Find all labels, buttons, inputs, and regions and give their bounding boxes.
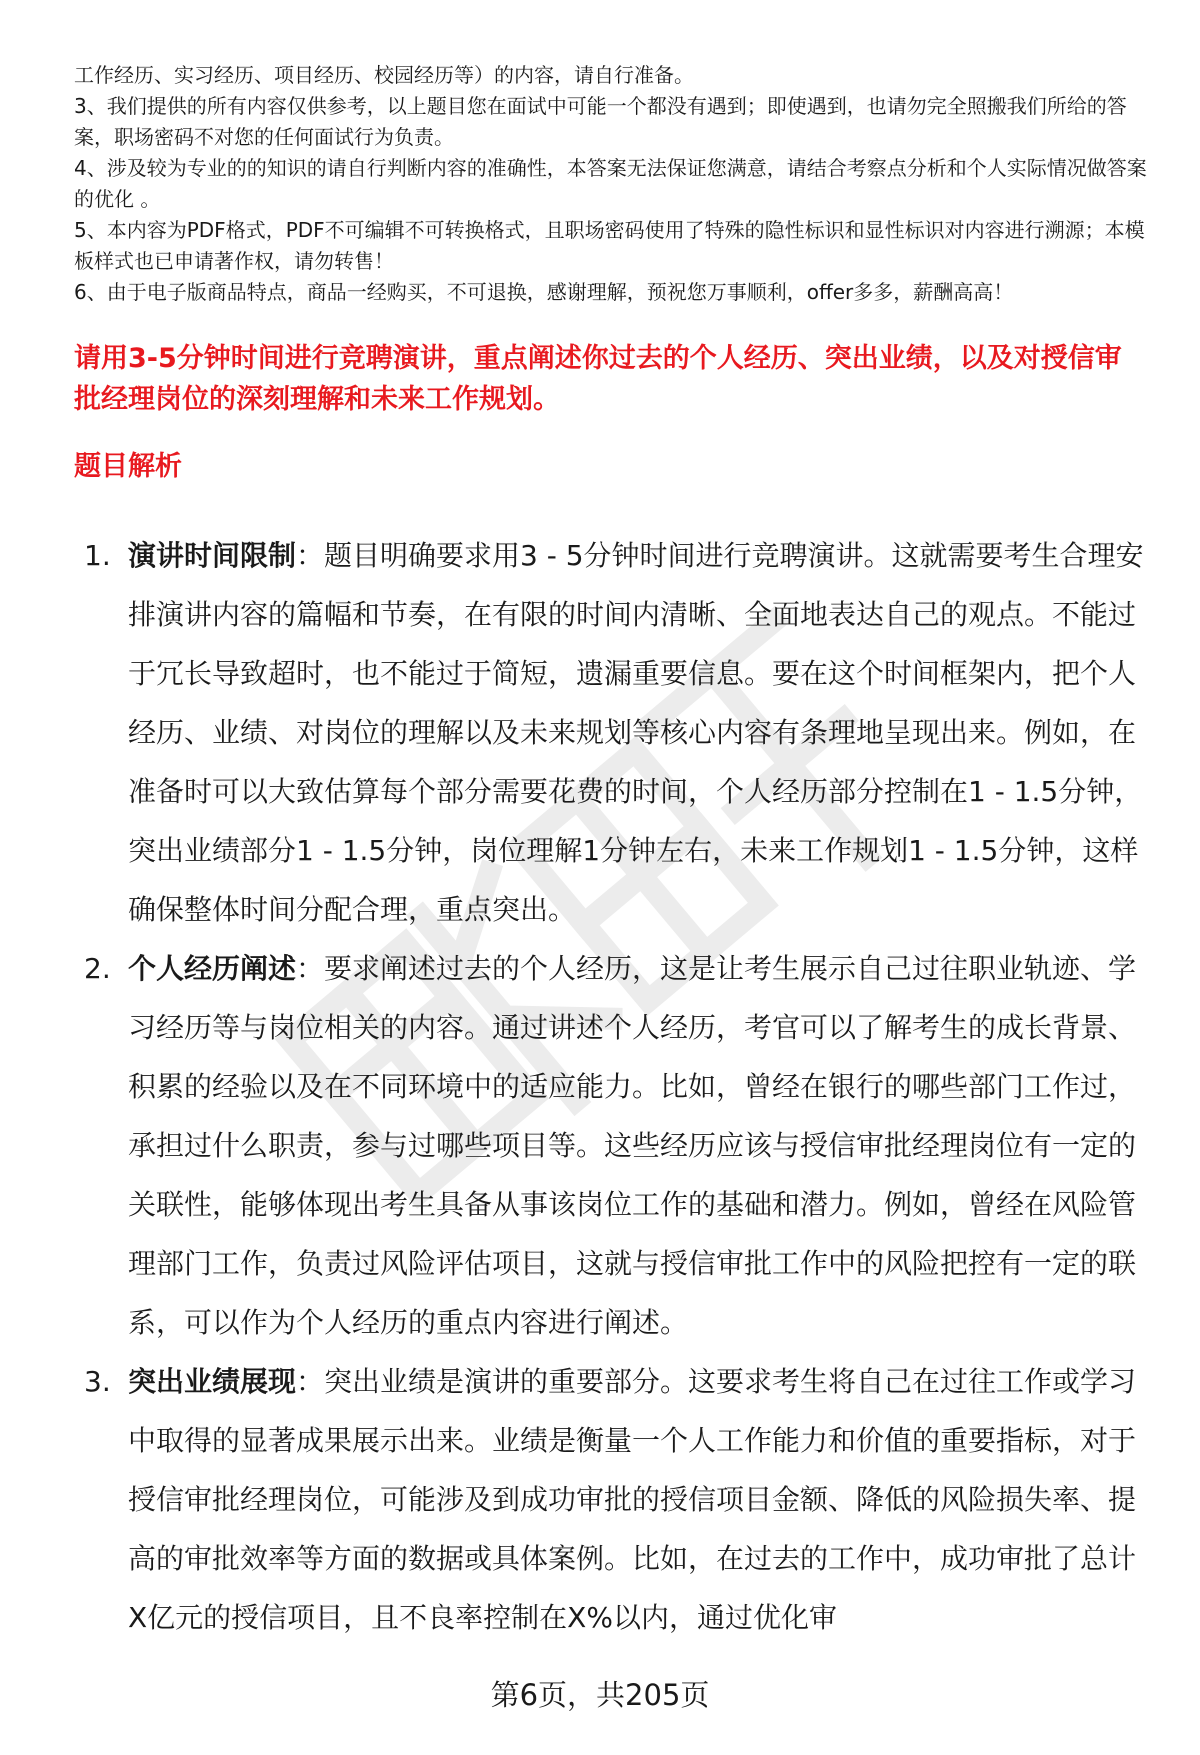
item-number: 2. bbox=[84, 952, 111, 985]
item-term: 突出业绩展现 bbox=[128, 1365, 297, 1398]
note-line: 3、我们提供的所有内容仅供参考，以上题目您在面试中可能一个都没有遇到；即使遇到，也请勿完全照搬我们所给的答案，职场密码不对您的任何面试行为负责。 bbox=[74, 94, 1127, 149]
section-title: 题目解析 bbox=[74, 451, 182, 482]
item-term: 演讲时间限制 bbox=[128, 539, 297, 572]
page-footer: 第6页，共205页 bbox=[490, 1678, 710, 1712]
question-heading: 请用3-5分钟时间进行竞聘演讲，重点阐述你过去的个人经历、突出业绩，以及对授信审批经理岗位的深刻理解和未来工作规划。 bbox=[74, 343, 1122, 415]
note-line: 6、由于电子版商品特点，商品一经购买，不可退换，感谢理解，预祝您万事顺利，offer多多，薪酬高高！ bbox=[74, 280, 1014, 304]
analysis-item bbox=[84, 526, 1144, 939]
item-number: 3. bbox=[84, 1365, 111, 1398]
note-line: 5、本内容为PDF格式，PDF不可编辑不可转换格式，且职场密码使用了特殊的隐性标识和显性标识对内容进行溯源；本模板样式也已申请著作权，请勿转售！ bbox=[74, 218, 1145, 273]
item-number: 1. bbox=[84, 539, 111, 572]
item-text: ：突出业绩是演讲的重要部分。这要求考生将自己在过往工作或学习中取得的显著成果展示出来。业绩是衡量一个人工作能力和价值的重要指标，对于授信审批经理岗位，可能涉及到成功审批的授信项目金额、降低的风险损失率、提高的审批效率等方面的数据或具体案例。比如，在过去的工作中，成功审批了总计X亿元的授信项目，且不良率控制在X%以内，通过优化审 bbox=[128, 1365, 1137, 1634]
item-term: 个人经历阐述 bbox=[128, 952, 297, 985]
item-text: ：要求阐述过去的个人经历，这是让考生展示自己过往职业轨迹、学习经历等与岗位相关的内容。通过讲述个人经历，考官可以了解考生的成长背景、积累的经验以及在不同环境中的适应能力。比如，曾经在银行的哪些部门工作过，承担过什么职责，参与过哪些项目等。这些经历应该与授信审批经理岗位有一定的关联性，能够体现出考生具备从事该岗位工作的基础和潜力。例如，曾经在风险管理部门工作，负责过风险评估项目，这就与授信审批工作中的风险把控有一定的联系，可以作为个人经历的重点内容进行阐述。 bbox=[128, 952, 1137, 1339]
note-line: 4、涉及较为专业的的知识的请自行判断内容的准确性，本答案无法保证您满意，请结合考察点分析和个人实际情况做答案的优化 。 bbox=[74, 156, 1147, 211]
note-line: 工作经历、实习经历、项目经历、校园经历等）的内容，请自行准备。 bbox=[74, 63, 694, 87]
analysis-item bbox=[84, 939, 1144, 1352]
analysis-list bbox=[84, 526, 1144, 1647]
analysis-item bbox=[84, 1352, 1144, 1647]
item-text: ：题目明确要求用3 - 5分钟时间进行竞聘演讲。这就需要考生合理安排演讲内容的篇幅和节奏，在有限的时间内清晰、全面地表达自己的观点。不能过于冗长导致超时，也不能过于简短，遗漏重要信息。要在这个时间框架内，把个人经历、业绩、对岗位的理解以及未来规划等核心内容有条理地呈现出来。例如，在准备时可以大致估算每个部分需要花费的时间，个人经历部分控制在1 - 1.5分钟，突出业绩部分1 - 1.5分钟，岗位理解1分钟左右，未来工作规划1 - 1.5分钟，这样确保整体时间分配合理，重点突出。 bbox=[128, 539, 1144, 926]
notes-section bbox=[74, 60, 1154, 308]
